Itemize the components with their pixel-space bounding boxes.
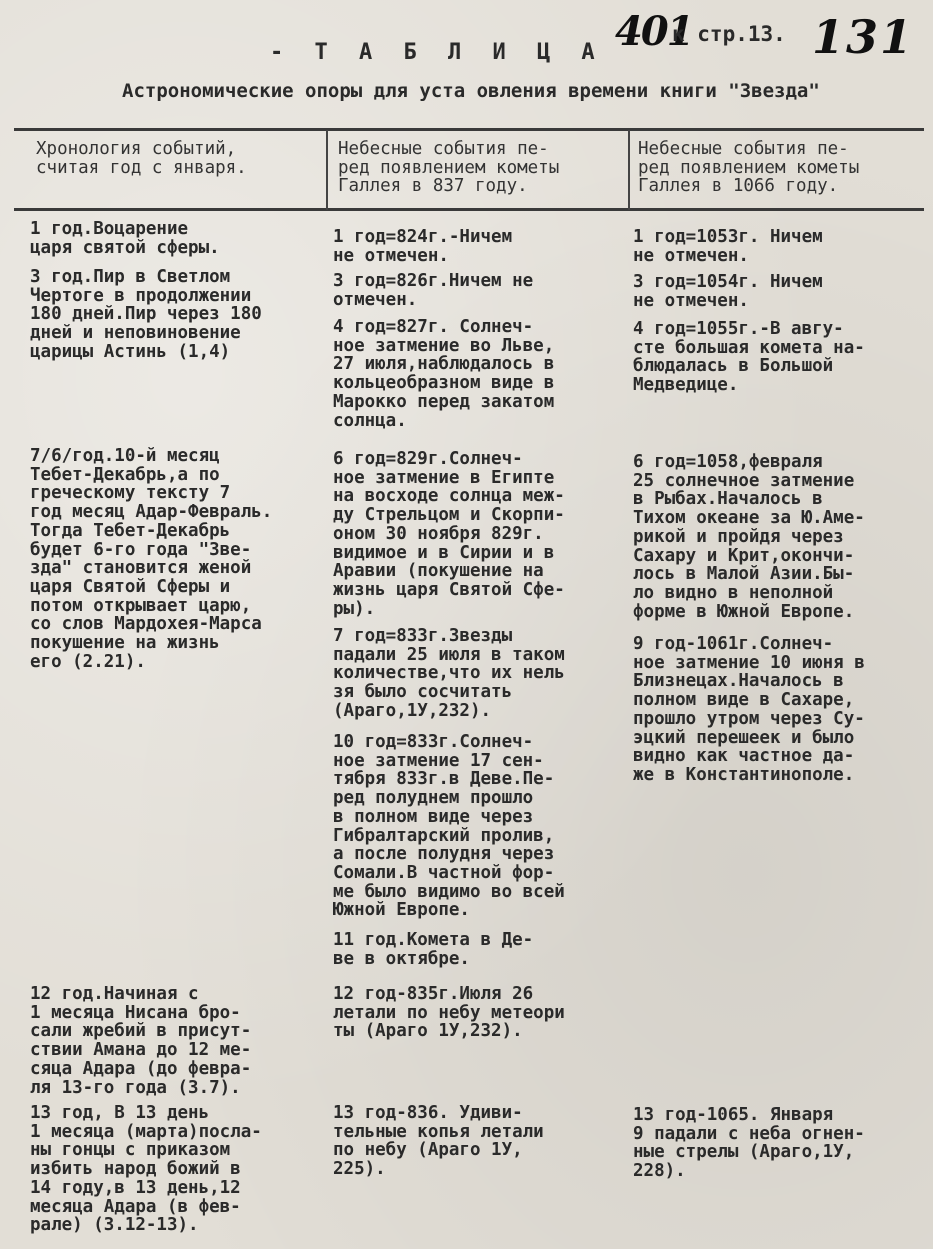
header-events-1066: Небесные события пе- ред появлением кометы Галлея в 1066 году. — [638, 139, 860, 197]
page-reference: к стр.13. — [672, 22, 786, 46]
handwritten-archive-number: 401 — [615, 8, 693, 55]
events-837-year-11: 11 год.Комета в Де- ве в октябре. — [333, 930, 534, 969]
header-chronology: Хронология событий, считая год с января. — [36, 139, 247, 178]
events-1066-year-1: 1 год=1053г. Ничем не отмечен. — [633, 227, 823, 266]
events-837-year-7: 7 год=833г.Звезды падали 25 июля в таком количестве,что их нель зя было сосчитать (Араго,1У,232). — [333, 626, 565, 721]
column-divider-1 — [326, 130, 328, 210]
document-subtitle: Астрономические опоры для уста овления времени книги "Звезда" — [122, 80, 820, 102]
events-1066-year-6: 6 год=1058,февраля 25 солнечное затмение в Рыбах.Началось в Тихом океане за Ю.Аме- рикой и пройдя через Сахару и Крит,окончи- лось в Малой Азии.Бы- ло видно в неполной форме в Южной Европе. — [633, 452, 865, 622]
table-header-rule — [14, 208, 924, 211]
chronology-entry-year-12: 12 год.Начиная с 1 месяца Нисана бро- сали жребий в присут- ствии Амана до 12 ме- сяца Адара (до февра- ля 13-го года (3.7). — [30, 984, 252, 1098]
table-top-rule — [14, 128, 924, 131]
events-837-year-1: 1 год=824г.-Ничем не отмечен. — [333, 227, 513, 266]
chronology-entry-year-1: 1 год.Воцарение царя святой сферы. — [30, 219, 220, 258]
events-837-year-10: 10 год=833г.Солнеч- ное затмение 17 сен- тября 833г.в Деве.Пе- ред полуднем прошло в полном виде через Гибралтарский пролив, а после полудня через Сомали.В частной фор- ме было видимо во всей Южной Европе. — [333, 732, 565, 921]
events-1066-year-9: 9 год-1061г.Солнеч- ное затмение 10 июня в Близнецах.Началось в полном виде в Сахаре, прошло утром через Су- эцкий перешеек и было видно как частное да- же в Константинополе. — [633, 634, 865, 785]
handwritten-page-number: 131 — [812, 10, 915, 64]
chronology-entry-year-3: 3 год.Пир в Светлом Чертоге в продолжении 180 дней.Пир через 180 дней и неповиновение царицы Астинь (1,4) — [30, 267, 262, 362]
chronology-entry-year-6-7: 7/6/год.10-й месяц Тебет-Декабрь,а по греческому тексту 7 год месяц Адар-Февраль. Тогда Тебет-Декабрь будет 6-го года "Зве- зда" становится женой царя Святой Сферы и потом открывает царю, со слов Мардохея-Марса покушение на жизнь его (2.21). — [30, 446, 273, 672]
events-1066-year-3: 3 год=1054г. Ничем не отмечен. — [633, 272, 823, 311]
header-events-837: Небесные события пе- ред появлением кометы Галлея в 837 году. — [338, 139, 560, 197]
events-1066-year-13: 13 год-1065. Января 9 падали с неба огнен- ные стрелы (Араго,1У, 228). — [633, 1105, 865, 1182]
events-837-year-3: 3 год=826г.Ничем не отмечен. — [333, 271, 534, 310]
events-837-year-6: 6 год=829г.Солнеч- ное затмение в Египте на восходе солнца меж- ду Стрельцом и Скорпи- оном 30 ноября 829г. видимое и в Сирии и в Аравии (покушение на жизнь царя Святой Сфе- ры). — [333, 449, 565, 619]
events-1066-year-4: 4 год=1055г.-В авгу- сте большая комета на- блюдалась в Большой Медведице. — [633, 319, 865, 396]
document-title: - Т А Б Л И Ц А — [270, 40, 604, 65]
events-837-year-12: 12 год-835г.Июля 26 летали по небу метеори ты (Араго 1У,232). — [333, 984, 565, 1042]
events-837-year-13: 13 год-836. Удиви- тельные копья летали по небу (Араго 1У, 225). — [333, 1103, 544, 1180]
chronology-entry-year-13: 13 год, В 13 день 1 месяца (марта)посла- ны гонцы с приказом избить народ божий в 14 году,в 13 день,12 месяца Адара (в фев- рале) (3.12-13). — [30, 1103, 262, 1236]
events-837-year-4: 4 год=827г. Солнеч- ное затмение во Льве, 27 июля,наблюдалось в кольцеобразном виде в Марокко перед закатом солнца. — [333, 317, 555, 431]
